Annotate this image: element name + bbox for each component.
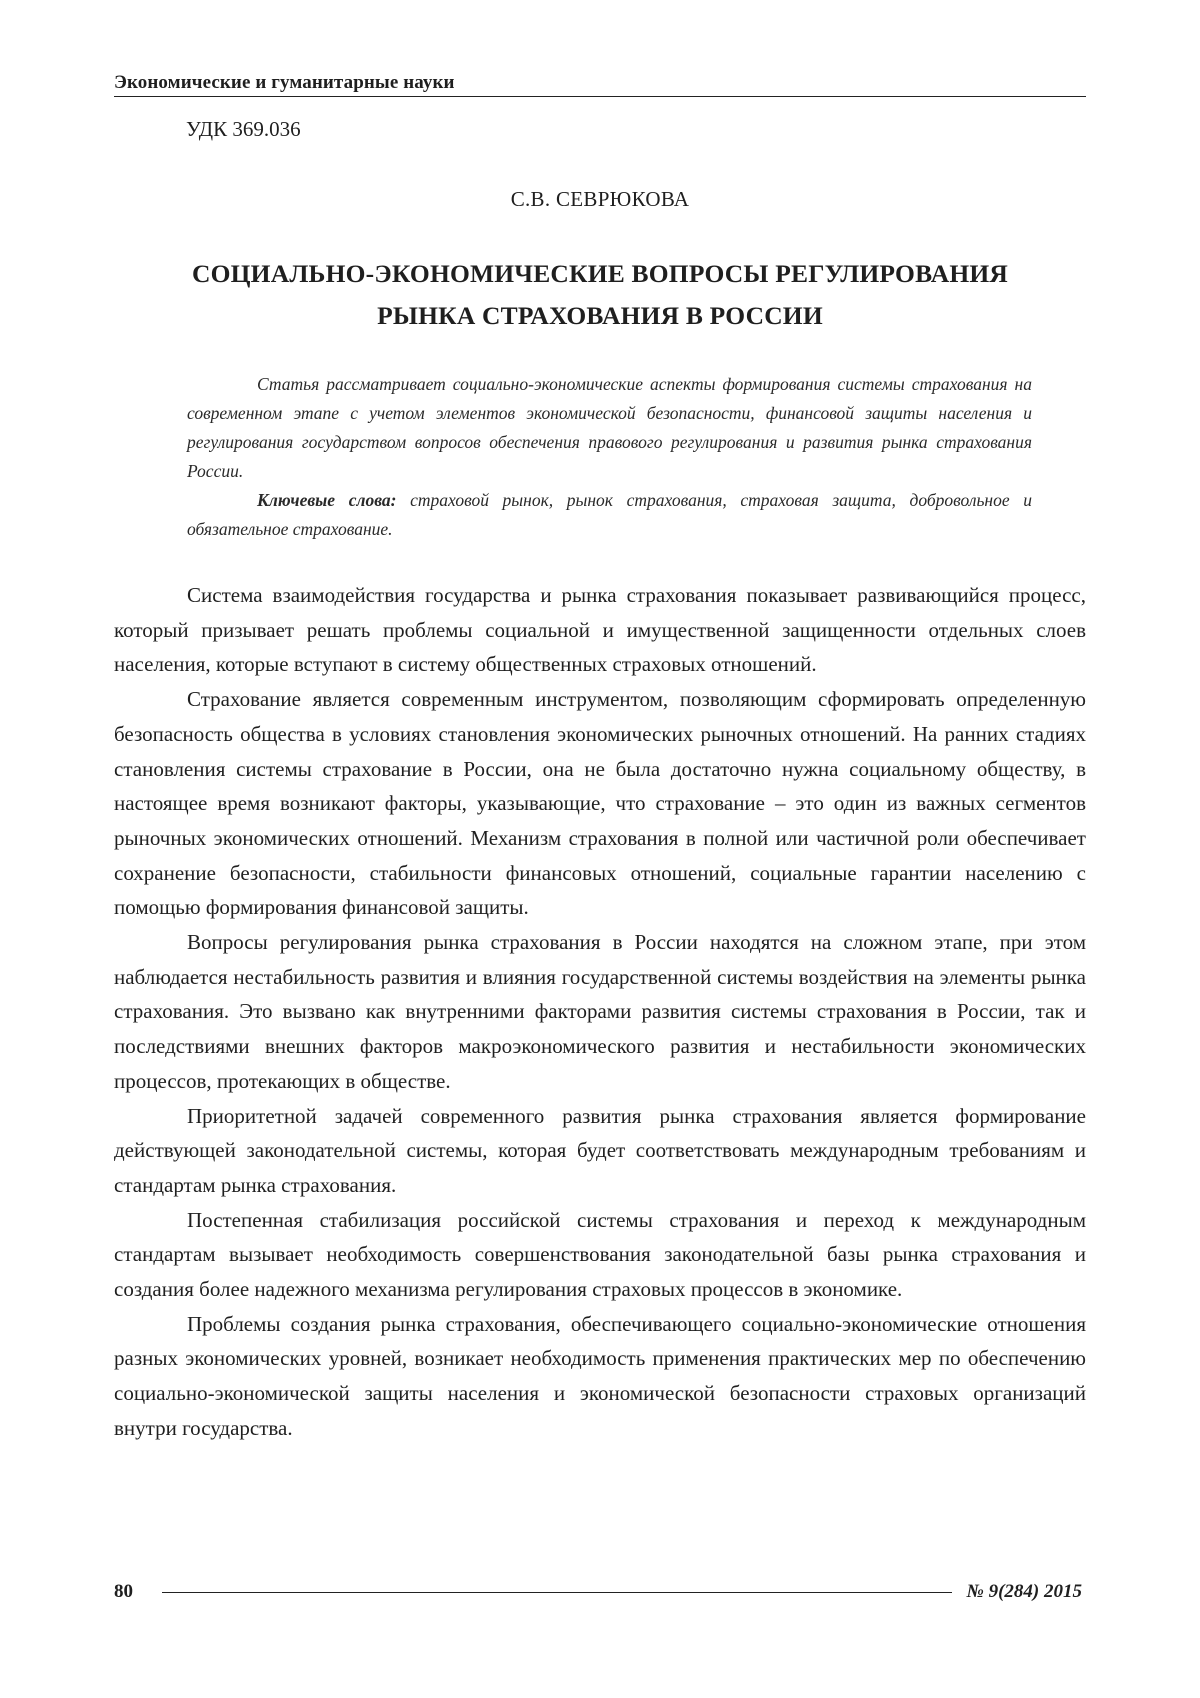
abstract-text: Статья рассматривает социально-экономические аспекты формирования системы страхования на современном этапе с учетом элементов экономической безопасности, финансовой защиты населения и регулирования государством вопросов обеспечения правового регулирования и развития рынка страхования России. (187, 370, 1032, 486)
article-title (114, 253, 1086, 337)
article-body (114, 578, 1086, 1446)
page-footer (114, 1577, 1082, 1607)
body-paragraph: Приоритетной задачей современного развития рынка страхования является формирование действующей законодательной системы, которая будет соответствовать международным требованиям и стандартам рынка страхования. (114, 1099, 1086, 1203)
issue-number: № 9(284) 2015 (966, 1581, 1082, 1603)
article-abstract-block (187, 370, 1032, 544)
body-paragraph: Проблемы создания рынка страхования, обеспечивающего социально-экономические отношения разных экономических уровней, возникает необходимость применения практических мер по обеспечению социально-экономической защиты населения и экономической безопасности страховых организаций внутри государства. (114, 1307, 1086, 1446)
keywords-label: Ключевые слова: (257, 490, 396, 510)
keywords-list: страховой рынок, рынок страхования, страховая защита, добровольное и обязательное страхование. (187, 490, 1032, 539)
body-paragraph: Страхование является современным инструментом, позволяющим сформировать определенную безопасность общества в условиях становления экономических рыночных отношений. На ранних стадиях становления системы страхование в России, она не была достаточно нужна социальному обществу, в настоящее время возникают факторы, указывающие, что страхование – это один из важных сегментов рыночных экономических отношений. Механизм страхования в полной или частичной роли обеспечивает сохранение безопасности, стабильности финансовых отношений, социальные гарантии населению с помощью формирования финансовой защиты. (114, 682, 1086, 925)
article-author: С.В. СЕВРЮКОВА (114, 185, 1086, 213)
body-paragraph: Вопросы регулирования рынка страхования в России находятся на сложном этапе, при этом наблюдается нестабильность развития и влияния государственной системы воздействия на элементы рынка страхования. Это вызвано как внутренними факторами развития системы страхования в России, так и последствиями внешних факторов макроэкономического развития и нестабильности экономических процессов, протекающих в обществе. (114, 925, 1086, 1099)
journal-page (0, 0, 1200, 1698)
body-paragraph: Система взаимодействия государства и рынка страхования показывает развивающийся процесс, который призывает решать проблемы социальной и имущественной защищенности отдельных слоев населения, которые вступают в систему общественных страховых отношений. (114, 578, 1086, 682)
article-title-line-1: СОЦИАЛЬНО-ЭКОНОМИЧЕСКИЕ ВОПРОСЫ РЕГУЛИРОВАНИЯ (114, 253, 1086, 295)
article-title-line-2: РЫНКА СТРАХОВАНИЯ В РОССИИ (114, 295, 1086, 337)
keywords (187, 486, 1032, 544)
journal-section-header: Экономические и гуманитарные науки (114, 70, 1086, 97)
udc-code: УДК 369.036 (186, 115, 301, 143)
footer-divider (162, 1592, 952, 1593)
page-number: 80 (114, 1581, 162, 1603)
body-paragraph: Постепенная стабилизация российской системы страхования и переход к международным стандартам вызывает необходимость совершенствования законодательной базы рынка страхования и создания более надежного механизма регулирования страховых процессов в экономике. (114, 1203, 1086, 1307)
